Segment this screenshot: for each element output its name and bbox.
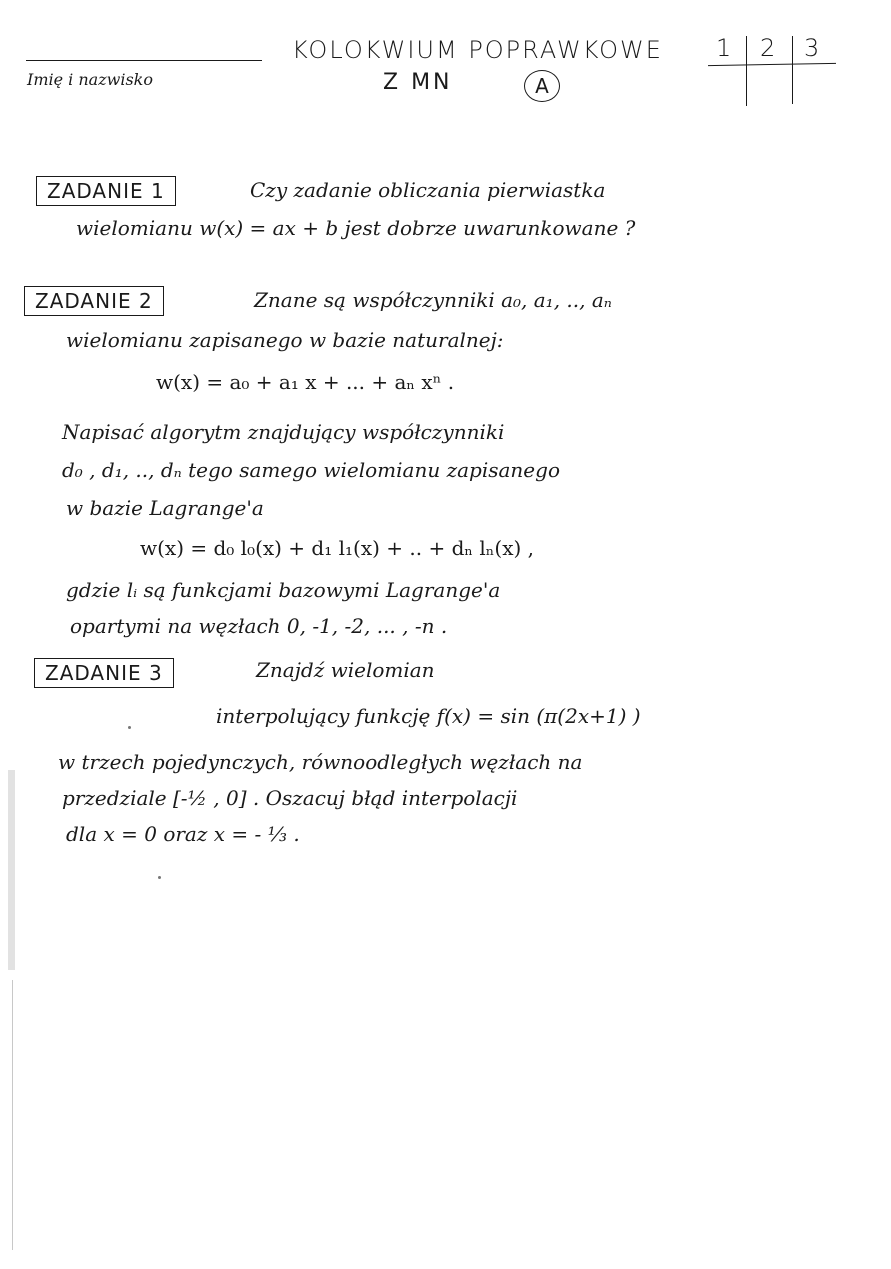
scan-speck: [158, 876, 161, 879]
task-3-line-1: Znajdź wielomian: [256, 658, 435, 682]
name-label: Imię i nazwisko: [27, 70, 153, 89]
task-2-line-1: Znane są współczynniki a₀, a₁, .., aₙ: [254, 288, 612, 312]
task-2-formula-lagrange: w(x) = d₀ l₀(x) + d₁ l₁(x) + .. + dₙ lₙ(x) ,: [140, 536, 535, 560]
exam-subtitle: Z MN: [383, 70, 453, 95]
task-1-label: ZADANIE 1: [36, 176, 176, 206]
task-2-line-4: Napisać algorytm znajdujący współczynniki: [62, 420, 505, 444]
task-3-line-5: dla x = 0 oraz x = - ⅓ .: [66, 822, 300, 846]
name-underline: [26, 60, 262, 61]
score-grid-horizontal-line: [708, 63, 836, 66]
score-column-3: 3: [804, 34, 820, 62]
task-1-line-1: Czy zadanie obliczania pierwiastka: [250, 178, 606, 202]
score-grid-vertical-line: [746, 36, 747, 106]
task-3-line-3: w trzech pojedynczych, równoodległych węzłach na: [58, 750, 583, 774]
score-column-1: 1: [716, 34, 732, 62]
task-2-line-6: w bazie Lagrange'a: [66, 496, 264, 520]
task-3-line-2: interpolujący funkcję f(x) = sin (π(2x+1) ): [216, 704, 641, 728]
task-3-line-4: przedziale [-½ , 0] . Oszacuj błąd interpolacji: [62, 786, 518, 810]
exam-title: KOLOKWIUM POPRAWKOWE: [292, 36, 663, 64]
task-2-line-8: gdzie lᵢ są funkcjami bazowymi Lagrange'a: [66, 578, 501, 602]
scan-edge-artifact: [8, 770, 15, 970]
task-1-line-2: wielomianu w(x) = ax + b jest dobrze uwarunkowane ?: [76, 216, 636, 240]
task-2-line-2: wielomianu zapisanego w bazie naturalnej:: [66, 328, 504, 352]
task-2-label: ZADANIE 2: [24, 286, 164, 316]
score-column-2: 2: [760, 34, 776, 62]
scan-line-artifact: [12, 980, 13, 1250]
task-2-line-9: opartymi na węzłach 0, -1, -2, ... , -n .: [70, 614, 448, 638]
task-3-label: ZADANIE 3: [34, 658, 174, 688]
score-grid-vertical-line: [792, 36, 793, 104]
task-2-line-5: d₀ , d₁, .., dₙ tego samego wielomianu zapisanego: [62, 458, 560, 482]
variant-badge: A: [524, 70, 560, 102]
scan-speck: [128, 726, 131, 729]
task-2-formula-natural: w(x) = a₀ + a₁ x + ... + aₙ xⁿ .: [156, 370, 455, 394]
